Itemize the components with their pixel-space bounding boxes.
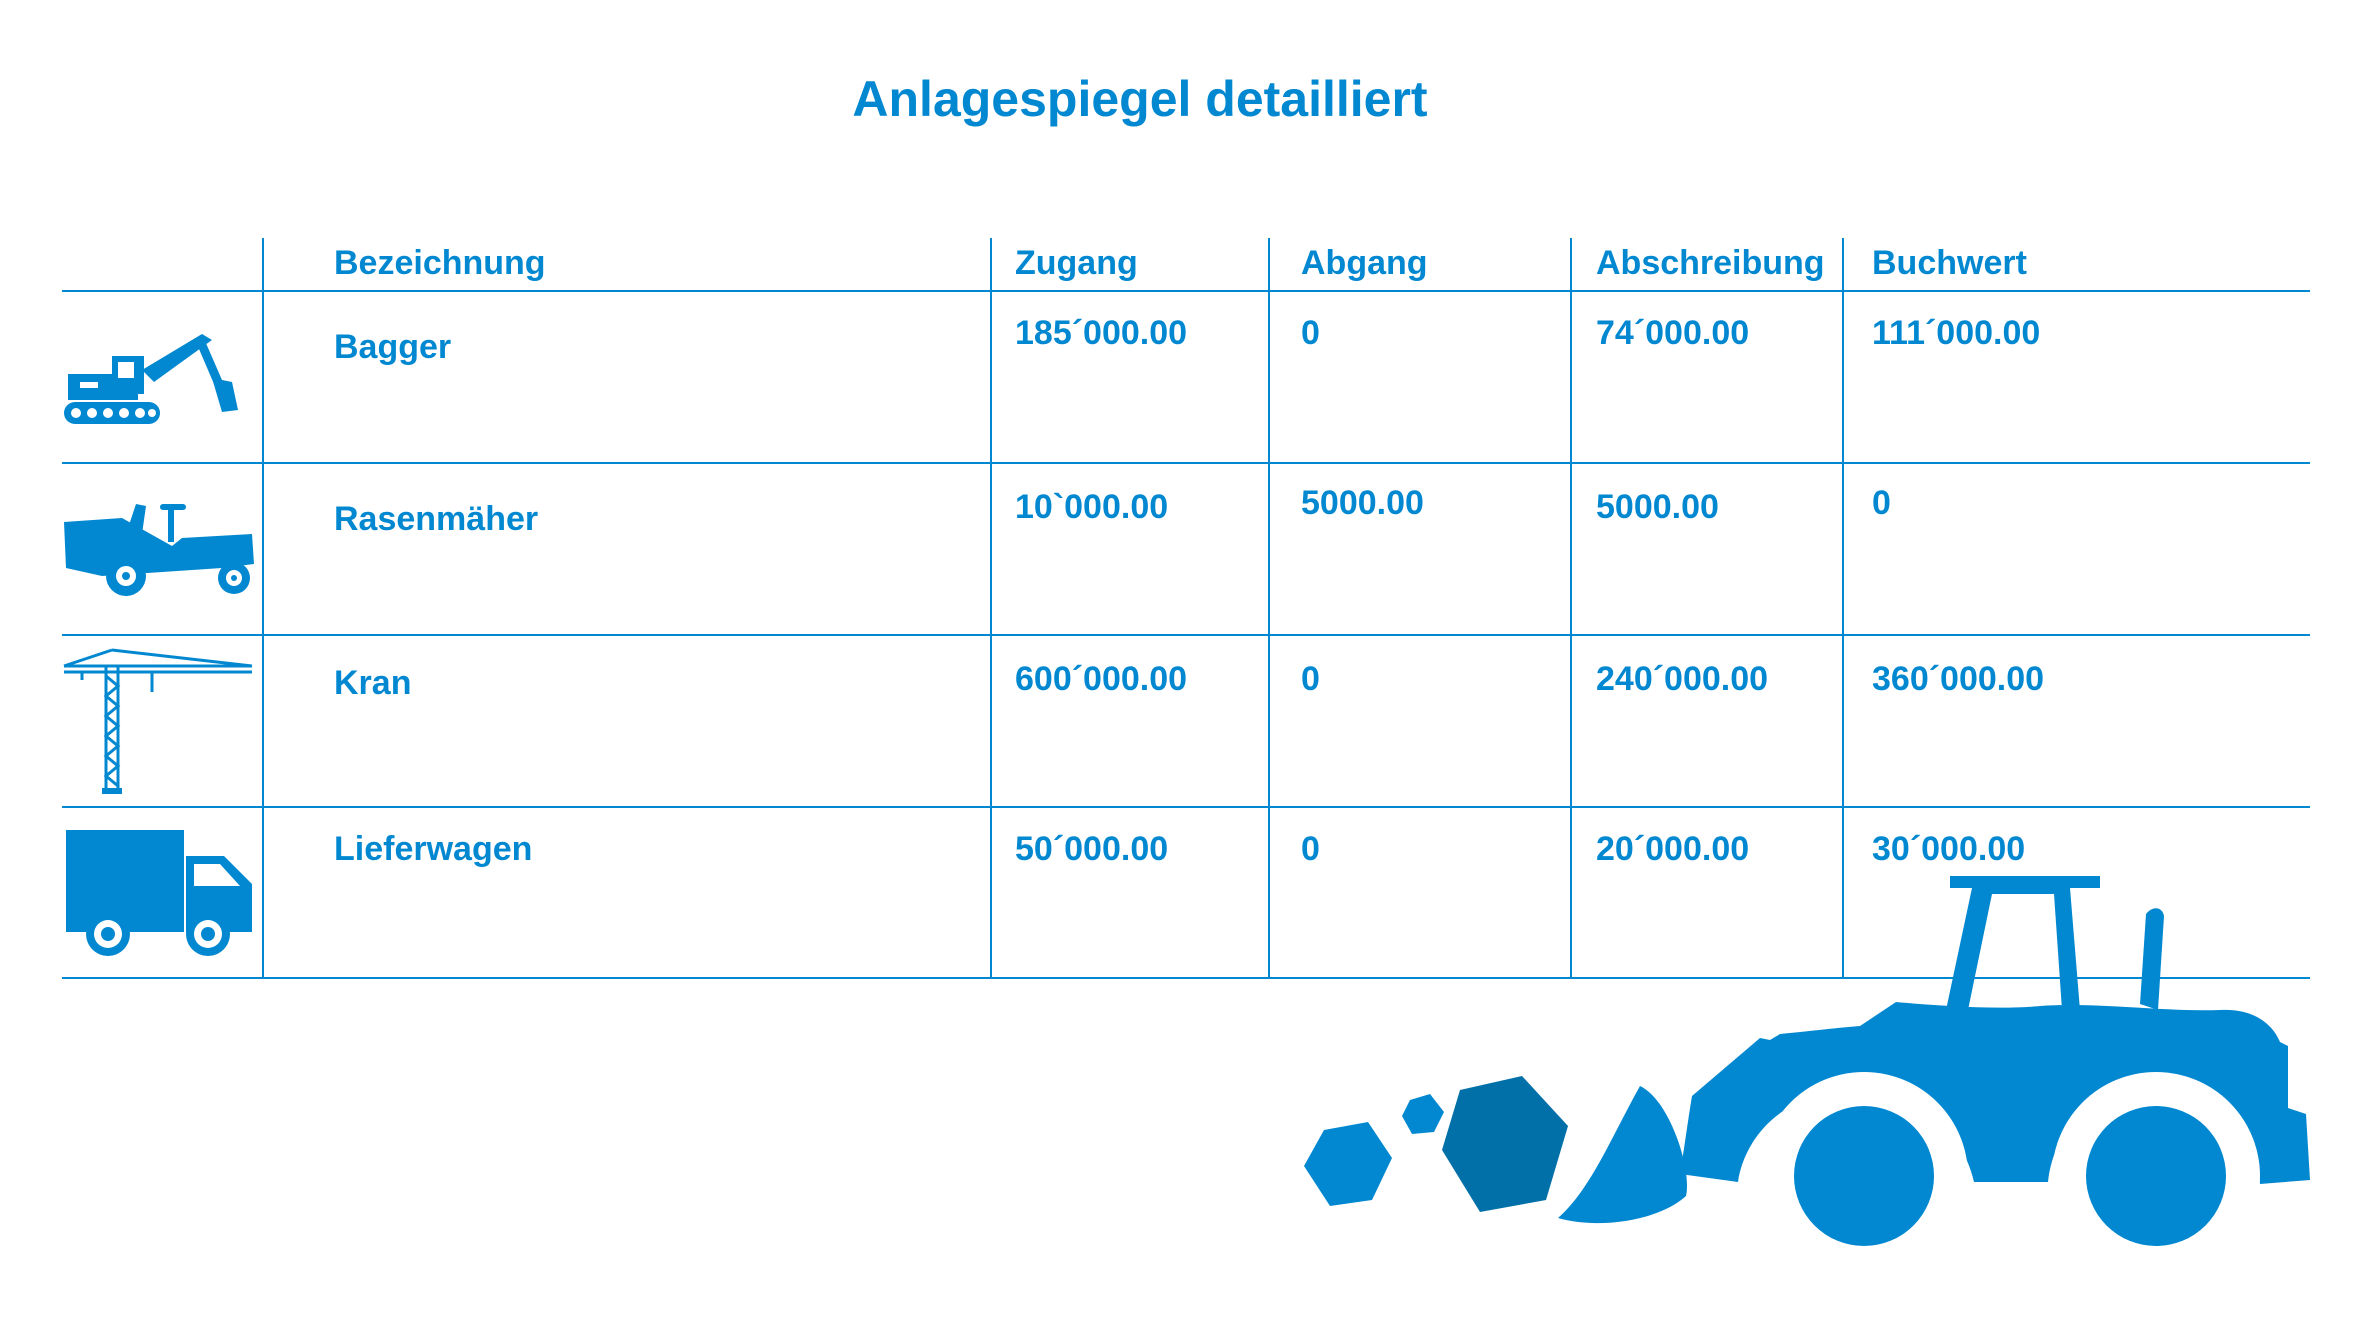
row-bezeichnung: Rasenmäher xyxy=(334,500,539,538)
row-zugang: 50´000.00 xyxy=(1015,830,1169,868)
row-abgang: 5000.00 xyxy=(1301,484,1424,522)
row-abschreibung: 5000.00 xyxy=(1596,488,1719,526)
excavator-icon xyxy=(62,330,252,430)
row-abgang: 0 xyxy=(1301,830,1320,868)
row-bezeichnung: Kran xyxy=(334,664,412,702)
cabin-shape xyxy=(1946,876,2100,1010)
row-bezeichnung: Bagger xyxy=(334,328,452,366)
wheel-shape xyxy=(1794,1106,1934,1246)
row-zugang: 10`000.00 xyxy=(1015,488,1169,526)
header-abgang: Abgang xyxy=(1301,244,1428,282)
row-abschreibung: 20´000.00 xyxy=(1596,830,1750,868)
table-header-line xyxy=(62,290,2310,292)
row-buchwert: 30´000.00 xyxy=(1872,830,2026,868)
row-abgang: 0 xyxy=(1301,660,1320,698)
row-abgang: 0 xyxy=(1301,314,1320,352)
row-bezeichnung: Lieferwagen xyxy=(334,830,533,868)
row-zugang: 185´000.00 xyxy=(1015,314,1188,352)
header-zugang: Zugang xyxy=(1015,244,1138,282)
table-row-line xyxy=(62,462,2310,464)
bucket-shape xyxy=(1558,1086,1687,1223)
table-column-line xyxy=(1842,238,1844,978)
table-column-line xyxy=(1268,238,1270,978)
row-buchwert: 360´000.00 xyxy=(1872,660,2045,698)
exhaust-shape xyxy=(2140,908,2164,1010)
rock-shape xyxy=(1402,1094,1444,1134)
table-column-line xyxy=(990,238,992,978)
van-icon xyxy=(64,828,254,958)
wheel-loader-illustration xyxy=(1300,870,2320,1275)
wheel-shape xyxy=(2086,1106,2226,1246)
row-zugang: 600´000.00 xyxy=(1015,660,1188,698)
crane-icon xyxy=(62,646,256,794)
row-buchwert: 0 xyxy=(1872,484,1891,522)
lawnmower-icon xyxy=(62,498,256,598)
table-column-line xyxy=(1570,238,1572,978)
header-abschreibung: Abschreibung xyxy=(1596,244,1825,282)
rock-shape xyxy=(1442,1076,1568,1212)
page-title: Anlagespiegel detailliert xyxy=(852,71,1428,127)
row-abschreibung: 240´000.00 xyxy=(1596,660,1769,698)
table-row-line xyxy=(62,806,2310,808)
row-abschreibung: 74´000.00 xyxy=(1596,314,1750,352)
header-buchwert: Buchwert xyxy=(1872,244,2027,282)
rock-shape xyxy=(1304,1122,1392,1206)
table-row-line xyxy=(62,634,2310,636)
table-column-line xyxy=(262,238,264,978)
row-buchwert: 111´000.00 xyxy=(1872,314,2041,352)
header-bezeichnung: Bezeichnung xyxy=(334,244,546,282)
